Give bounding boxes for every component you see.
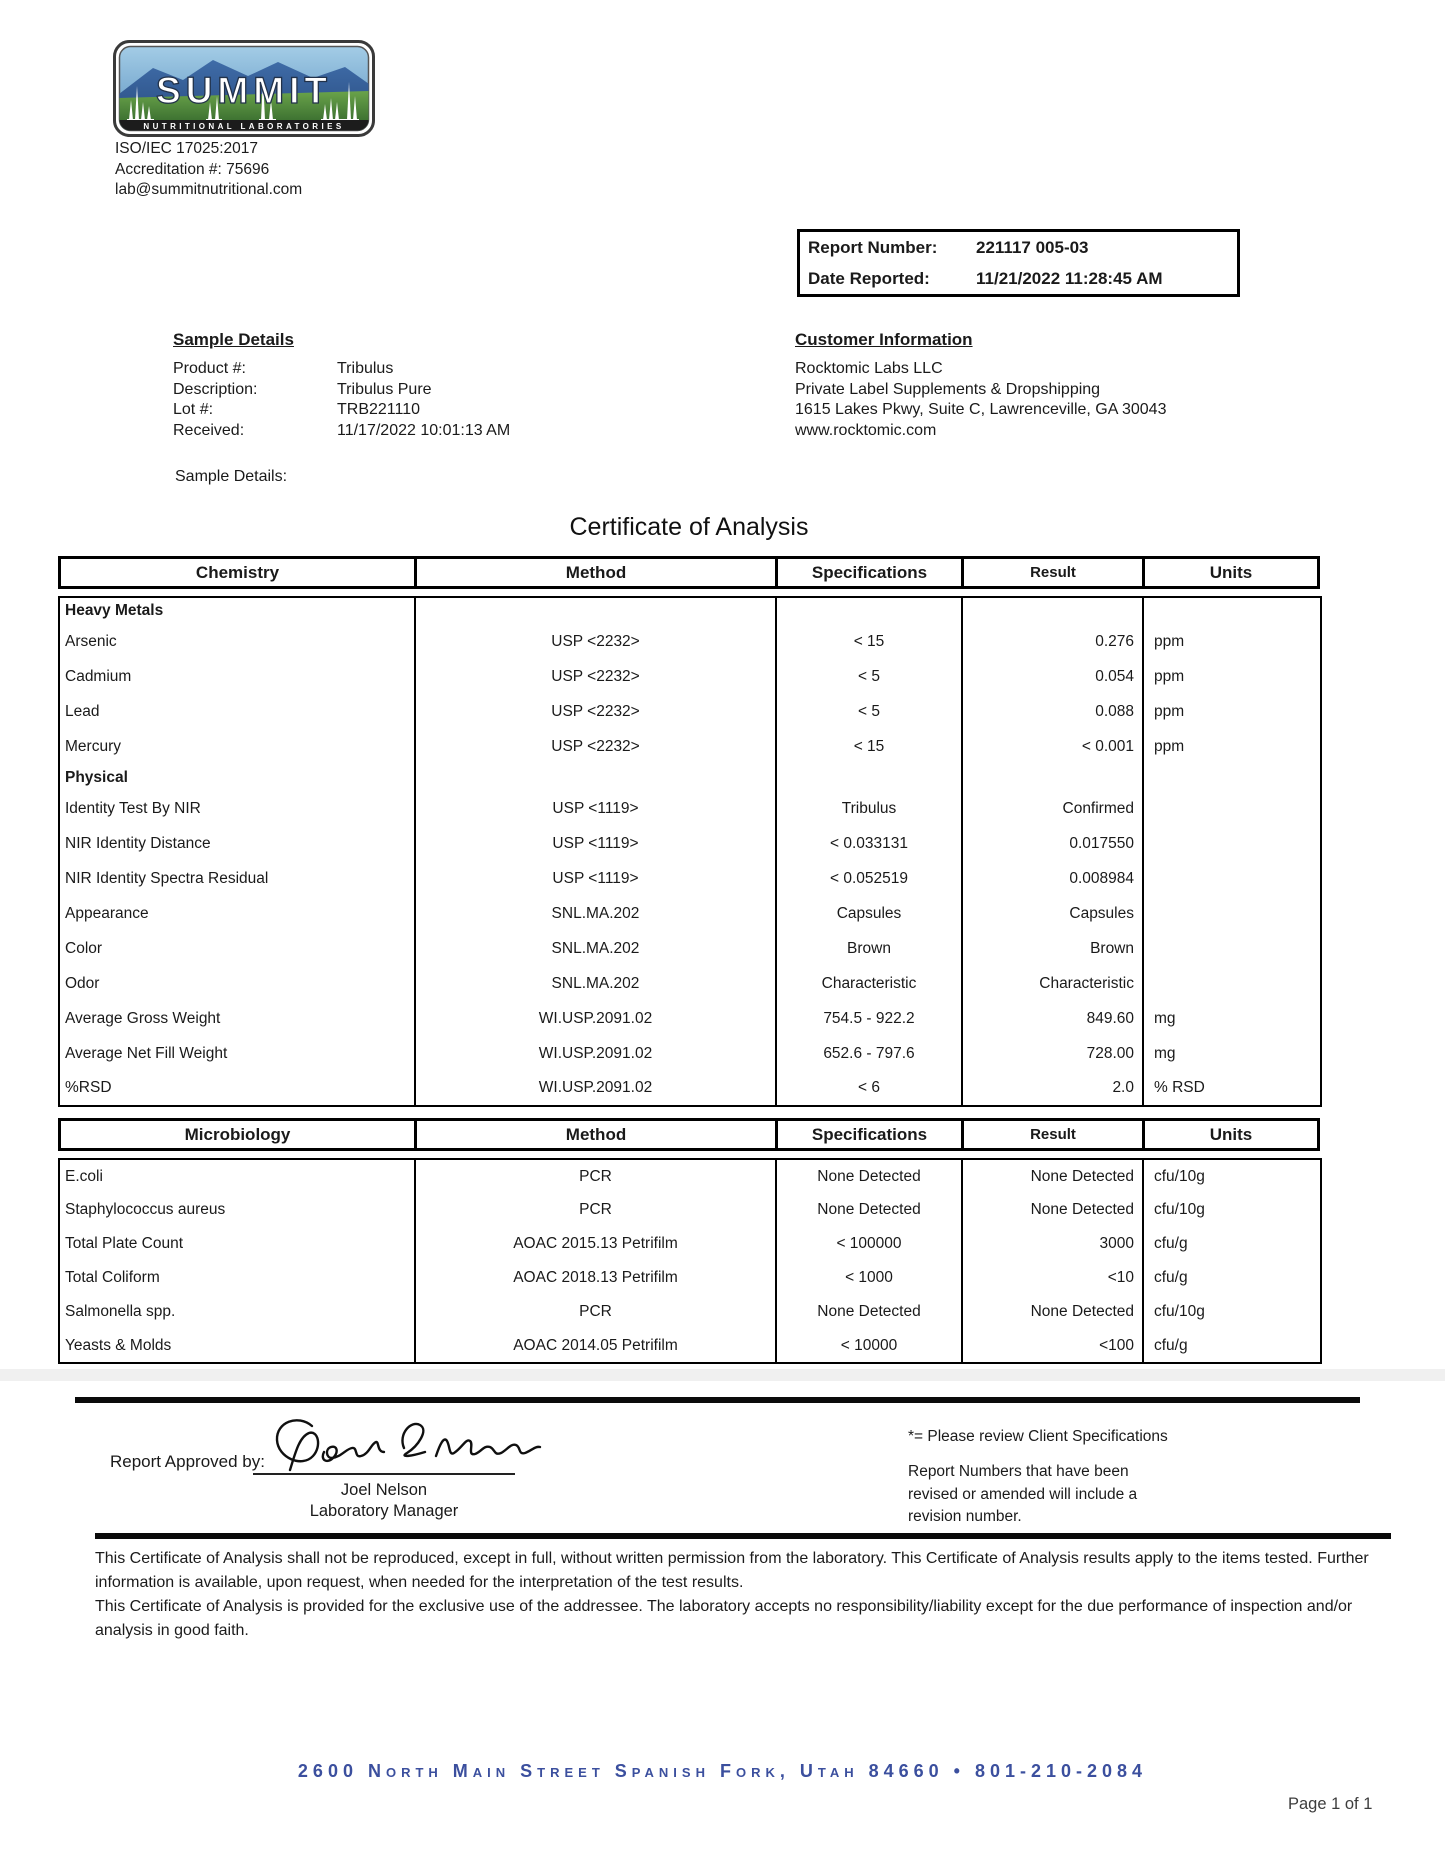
disclaimer-paragraph: This Certificate of Analysis is provided for the exclusive use of the addressee. The laboratory accepts no responsibility/liability except for the due performance of inspection and/or analysis in good faith. (95, 1598, 1353, 1639)
analyte-method: PCR (415, 1295, 776, 1329)
summit-logo (113, 40, 375, 142)
table-row (59, 1227, 1321, 1261)
customer-info-heading: Customer Information (795, 330, 973, 349)
analyte-method: USP <1119> (415, 791, 776, 826)
analyte-specification: 652.6 - 797.6 (776, 1036, 962, 1071)
sample-detail-value: TRB221110 (337, 401, 421, 418)
table-row (59, 1193, 1321, 1227)
customer-info-section (795, 330, 1166, 441)
analyte-method: SNL.MA.202 (415, 931, 776, 966)
analyte-method: USP <1119> (415, 826, 776, 861)
analyte-result: 3000 (962, 1227, 1143, 1261)
analyte-name: Total Coliform (65, 1269, 160, 1286)
horizontal-divider-thick (95, 1533, 1391, 1539)
analyte-method (415, 764, 776, 791)
analyte-specification: < 0.052519 (776, 861, 962, 896)
analyte-specification: < 100000 (776, 1227, 962, 1261)
page-title: Certificate of Analysis (569, 513, 809, 541)
analyte-specification: < 15 (776, 729, 962, 764)
sample-detail-value: 11/17/2022 10:01:13 AM (337, 421, 511, 439)
analyte-result: 2.0 (962, 1071, 1143, 1106)
analyte-specification: None Detected (776, 1193, 962, 1227)
client-spec-note: *= Please review Client Specifications (908, 1428, 1168, 1445)
analyte-units: cfu/10g (1143, 1295, 1321, 1329)
analyte-name: Staphylococcus aureus (65, 1201, 226, 1218)
analyte-result: 0.008984 (962, 861, 1143, 896)
analyte-result: <100 (962, 1329, 1143, 1363)
analyte-name: Appearance (65, 904, 149, 922)
table-row (59, 624, 1321, 659)
analyte-specification: None Detected (776, 1295, 962, 1329)
analyte-specification: < 5 (776, 694, 962, 729)
analyte-method: SNL.MA.202 (415, 896, 776, 931)
signer-name: Joel Nelson (340, 1481, 428, 1499)
sample-details-section (173, 330, 510, 441)
sample-details-extra-label: Sample Details: (175, 468, 288, 485)
analyte-specification: Tribulus (776, 791, 962, 826)
analyte-method: AOAC 2014.05 Petrifilm (415, 1329, 776, 1363)
signature-scribble (268, 1412, 548, 1474)
analyte-result: 728.00 (962, 1036, 1143, 1071)
column-header-specifications: Specifications (778, 1121, 964, 1148)
analyte-result: None Detected (962, 1193, 1143, 1227)
column-header-method: Method (417, 559, 778, 586)
table-row (59, 694, 1321, 729)
customer-info-line: 1615 Lakes Pkwy, Suite C, Lawrenceville, GA 30043 (795, 401, 1167, 418)
analyte-result: 0.017550 (962, 826, 1143, 861)
table-row (59, 764, 1321, 791)
sample-details-heading: Sample Details (173, 330, 294, 349)
page-indicator: Page 1 of 1 (1288, 1795, 1373, 1813)
analyte-result: <10 (962, 1261, 1143, 1295)
sample-detail-value: Tribulus (337, 360, 394, 377)
analyte-name: Lead (65, 702, 100, 720)
analyte-units (1143, 966, 1321, 1001)
sample-detail-label: Description: (173, 380, 258, 398)
microbiology-table-body (58, 1158, 1322, 1364)
table-row (59, 861, 1321, 896)
report-info-row (800, 232, 1237, 263)
analyte-units: mg (1143, 1036, 1321, 1071)
analyte-result: Brown (962, 931, 1143, 966)
sample-detail-value: Tribulus Pure (337, 380, 432, 398)
microbiology-table-header (58, 1118, 1320, 1151)
analyte-units (1143, 597, 1321, 624)
revision-note: Report Numbers that have been revised or amended will include a revision number. (908, 1463, 1138, 1525)
analyte-result: 0.054 (962, 659, 1143, 694)
analyte-method: USP <2232> (415, 659, 776, 694)
analyte-result: None Detected (962, 1159, 1143, 1193)
summit-logo-graphic (113, 40, 375, 137)
analyte-result: 0.088 (962, 694, 1143, 729)
microbiology-table (58, 1118, 1320, 1364)
analyte-specification: < 1000 (776, 1261, 962, 1295)
analyte-result: Capsules (962, 896, 1143, 931)
analyte-method: PCR (415, 1193, 776, 1227)
analyte-units (1143, 791, 1321, 826)
report-info-label: Date Reported: (808, 269, 930, 288)
customer-info-line: www.rocktomic.com (795, 421, 937, 439)
analyte-method: PCR (415, 1159, 776, 1193)
analyte-specification: < 10000 (776, 1329, 962, 1363)
analyte-units: ppm (1143, 729, 1321, 764)
analyte-name: Total Plate Count (65, 1235, 184, 1252)
analyte-specification (776, 597, 962, 624)
lab-contact-block (115, 139, 302, 201)
column-header-microbiology: Microbiology (61, 1121, 417, 1148)
analyte-specification: 754.5 - 922.2 (776, 1001, 962, 1036)
table-row (59, 791, 1321, 826)
analyte-result: Characteristic (962, 966, 1143, 1001)
analyte-specification: < 6 (776, 1071, 962, 1106)
analyte-specification: Brown (776, 931, 962, 966)
column-header-units: Units (1209, 563, 1253, 582)
analyte-units: cfu/10g (1143, 1159, 1321, 1193)
lab-contact-line: ISO/IEC 17025:2017 (115, 140, 259, 157)
analyte-method: USP <2232> (415, 694, 776, 729)
customer-info-line: Rocktomic Labs LLC (795, 360, 943, 377)
sample-detail-row (173, 421, 510, 442)
analyte-name: Odor (65, 974, 100, 992)
table-row (59, 1159, 1321, 1193)
scan-grey-band (0, 1369, 1445, 1381)
analyte-result (962, 764, 1143, 791)
horizontal-divider (75, 1397, 1360, 1403)
analyte-result: 0.276 (962, 624, 1143, 659)
table-row (59, 931, 1321, 966)
chemistry-table (58, 556, 1320, 1107)
analyte-name: Heavy Metals (65, 602, 164, 619)
disclaimer-text (95, 1547, 1397, 1643)
analyte-units: % RSD (1143, 1071, 1321, 1106)
analyte-units: ppm (1143, 624, 1321, 659)
analyte-method (415, 597, 776, 624)
logo-tagline: NUTRITIONAL LABORATORIES (143, 122, 345, 131)
analyte-units: ppm (1143, 659, 1321, 694)
analyte-units: mg (1143, 1001, 1321, 1036)
column-header-method: Method (417, 1121, 778, 1148)
table-row (59, 597, 1321, 624)
analyte-name: Average Net Fill Weight (65, 1044, 228, 1062)
column-header-chemistry: Chemistry (61, 559, 417, 586)
analyte-units: cfu/g (1143, 1261, 1321, 1295)
analyte-units: ppm (1143, 694, 1321, 729)
analyte-units: cfu/10g (1143, 1193, 1321, 1227)
table-row (59, 659, 1321, 694)
analyte-name: NIR Identity Spectra Residual (65, 869, 269, 887)
analyte-name: E.coli (65, 1167, 103, 1185)
analyte-specification: Capsules (776, 896, 962, 931)
sample-detail-label: Received: (173, 421, 245, 439)
analyte-name: Yeasts & Molds (65, 1336, 172, 1354)
analyte-units (1143, 764, 1321, 791)
sample-detail-row (173, 380, 510, 401)
analyte-result: < 0.001 (962, 729, 1143, 764)
signer-title: Laboratory Manager (309, 1502, 459, 1520)
table-row (59, 1261, 1321, 1295)
analyte-result: None Detected (962, 1295, 1143, 1329)
analyte-result: Confirmed (962, 791, 1143, 826)
analyte-result (962, 597, 1143, 624)
chemistry-table-header (58, 556, 1320, 589)
analyte-name: Mercury (65, 737, 121, 755)
analyte-name: Identity Test By NIR (65, 799, 201, 817)
table-row (59, 1295, 1321, 1329)
analyte-specification: < 0.033131 (776, 826, 962, 861)
column-header-result: Result (964, 559, 1145, 586)
table-row (59, 966, 1321, 1001)
analyte-result: 849.60 (962, 1001, 1143, 1036)
report-info-value: 221117 005-03 (976, 238, 1089, 257)
column-header-result: Result (964, 1121, 1145, 1148)
analyte-name: Color (65, 939, 103, 957)
lab-address-footer: 2600 North Main Street Spanish Fork, Utah 84660 • 801-210-2084 (297, 1761, 1148, 1781)
signature-line (253, 1473, 515, 1475)
analyte-units (1143, 861, 1321, 896)
sample-detail-label: Product #: (173, 360, 246, 377)
table-row (59, 896, 1321, 931)
analyte-method: WI.USP.2091.02 (415, 1071, 776, 1106)
report-info-label: Report Number: (808, 238, 938, 257)
report-info-value: 11/21/2022 11:28:45 AM (976, 269, 1163, 288)
column-header-units: Units (1209, 1125, 1253, 1144)
customer-info-line: Private Label Supplements & Dropshipping (795, 380, 1101, 398)
analyte-name: %RSD (65, 1079, 112, 1096)
analyte-name: Cadmium (65, 667, 132, 685)
analyte-method: USP <1119> (415, 861, 776, 896)
analyte-name: Salmonella spp. (65, 1303, 176, 1320)
analyte-method: AOAC 2015.13 Petrifilm (415, 1227, 776, 1261)
report-info-row (800, 263, 1237, 294)
analyte-units: cfu/g (1143, 1227, 1321, 1261)
analyte-method: USP <2232> (415, 729, 776, 764)
table-row (59, 1036, 1321, 1071)
chemistry-table-body (58, 596, 1322, 1107)
table-row (59, 826, 1321, 861)
analyte-units (1143, 931, 1321, 966)
analyte-specification (776, 764, 962, 791)
report-info-box (797, 229, 1240, 297)
logo-wordmark: SUMMIT (156, 70, 332, 111)
analyte-specification: None Detected (776, 1159, 962, 1193)
analyte-method: WI.USP.2091.02 (415, 1001, 776, 1036)
analyte-units (1143, 896, 1321, 931)
analyte-method: AOAC 2018.13 Petrifilm (415, 1261, 776, 1295)
lab-contact-line: lab@summitnutritional.com (115, 181, 303, 198)
disclaimer-paragraph: This Certificate of Analysis shall not be reproduced, except in full, without written permission from the laboratory. This Certificate of Analysis results apply to the items tested. Further information is available, upon request, when needed for the interpretation of the test results. (95, 1550, 1369, 1591)
table-row (59, 729, 1321, 764)
sample-detail-label: Lot #: (173, 401, 214, 418)
lab-contact-line: Accreditation #: 75696 (115, 160, 270, 178)
table-row (59, 1329, 1321, 1363)
analyte-name: Average Gross Weight (65, 1009, 221, 1027)
column-header-specifications: Specifications (778, 559, 964, 586)
analyte-units (1143, 826, 1321, 861)
analyte-units: cfu/g (1143, 1329, 1321, 1363)
analyte-specification: < 15 (776, 624, 962, 659)
report-approved-by-label: Report Approved by: (110, 1452, 265, 1471)
table-row (59, 1071, 1321, 1106)
sample-detail-row (173, 400, 510, 421)
sample-detail-row (173, 359, 510, 380)
analyte-name: Physical (65, 768, 128, 786)
analyte-method: SNL.MA.202 (415, 966, 776, 1001)
analyte-method: WI.USP.2091.02 (415, 1036, 776, 1071)
table-row (59, 1001, 1321, 1036)
analyte-name: NIR Identity Distance (65, 834, 211, 852)
analyte-method: USP <2232> (415, 624, 776, 659)
analyte-specification: < 5 (776, 659, 962, 694)
specification-notes (908, 1428, 1193, 1529)
analyte-specification: Characteristic (776, 966, 962, 1001)
signature (268, 1412, 548, 1474)
analyte-name: Arsenic (65, 632, 117, 650)
